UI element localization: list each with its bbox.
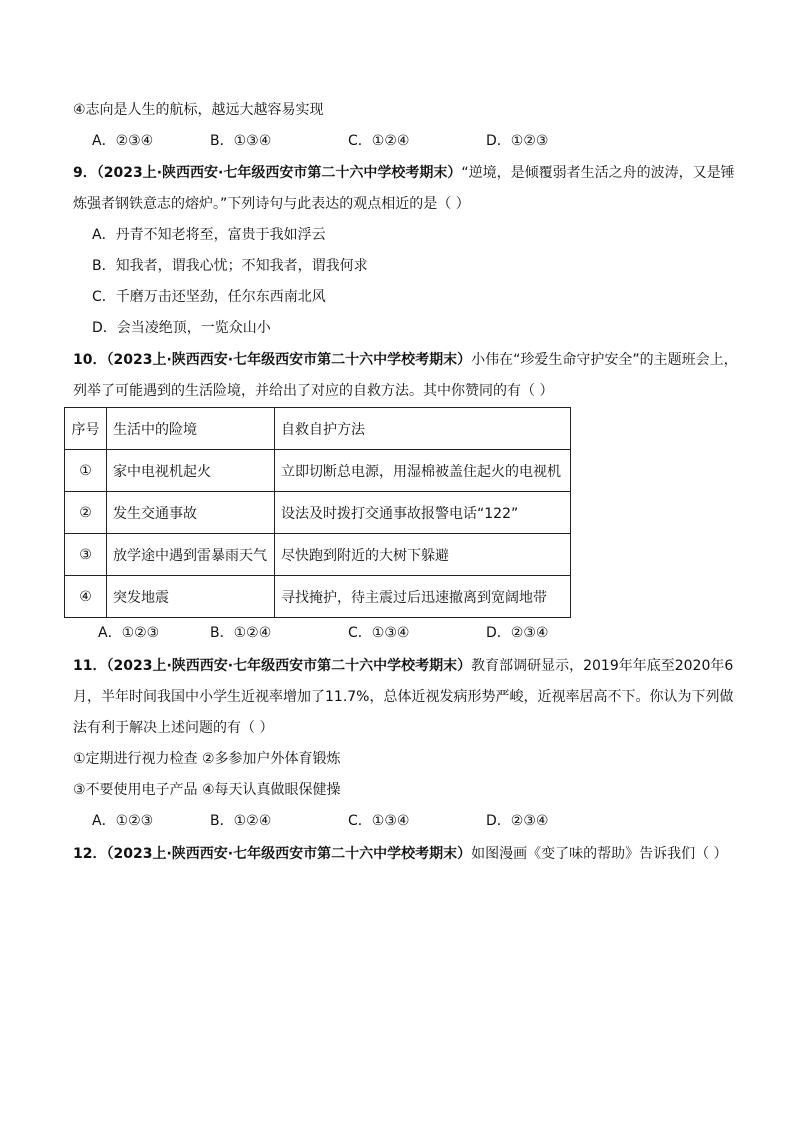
table-row [65,576,571,618]
q10-stem-line-2: 列举了可能遇到的生活险境，并给出了对应的自救方法。其中你赞同的有（ ） [73,383,554,399]
q8-option-c[interactable]: C．①②④ [348,133,410,149]
q11-number: 11． [73,658,107,674]
q9-stem-line-2: 炼强者钢铁意志的熔炉。”下列诗句与此表达的观点相近的是（ ） [73,196,470,212]
q9-option-c[interactable]: C．千磨万击还坚劲，任尔东西南北风 [92,289,326,305]
q11-items-line-1: ①定期进行视力检查 ②多参加户外体育锻炼 [73,751,341,767]
table-header-cell: 生活中的险境 [107,408,275,450]
q11-stem-text: 教育部调研显示，2019年年底至2020年6 [471,658,734,674]
table-cell: 突发地震 [107,576,275,618]
q9-option-b[interactable]: B．知我者，谓我心忧；不知我者，谓我何求 [92,258,368,274]
q8-option-d[interactable]: D．①②③ [486,133,549,149]
table-row [65,534,571,576]
q11-option-d[interactable]: D．②③④ [486,813,549,829]
q11-source: （2023上·陕西西安·七年级西安市第二十六中学校考期末） [106,658,472,674]
q10-stem-line-1 [73,350,738,370]
table-cell: 家中电视机起火 [107,450,275,492]
q10-option-b[interactable]: B．①②④ [210,625,272,641]
q12-number: 12． [73,846,107,862]
q9-option-d[interactable]: D．会当凌绝顶，一览众山小 [92,320,271,336]
q11-stem-line-3: 法有利于解决上述问题的有（ ） [73,720,274,736]
q10-option-c[interactable]: C．①③④ [348,625,410,641]
q8-option-a[interactable]: A．②③④ [92,133,154,149]
q10-stem-text: 小伟在“珍爱生命守护安全”的主题班会上， [471,352,738,368]
q9-source: （2023上·陕西西安·七年级西安市第二十六中学校考期末） [96,165,462,181]
table-cell: 设法及时拨打交通事故报警电话“122” [275,492,571,534]
table-cell: ① [65,450,107,492]
table-row [65,492,571,534]
q11-stem-line-2: 月，半年时间我国中小学生近视率增加了11.7%，总体近视发病形势严峻，近视率居高不下。你认为下列做 [73,689,734,705]
q10-option-d[interactable]: D．②③④ [486,625,549,641]
q11-option-b[interactable]: B．①②④ [210,813,272,829]
q10-number: 10． [73,352,107,368]
q11-option-a[interactable]: A．①②③ [92,813,154,829]
q12-source: （2023上·陕西西安·七年级西安市第二十六中学校考期末） [106,846,472,862]
table-cell: 尽快跑到附近的大树下躲避 [275,534,571,576]
table-cell: 寻找掩护，待主震过后迅速撤离到宽阔地带 [275,576,571,618]
table-cell: 放学途中遇到雷暴雨天气 [107,534,275,576]
q8-statement-4: ④志向是人生的航标，越远大越容易实现 [73,102,324,118]
table-cell: ③ [65,534,107,576]
q8-option-b[interactable]: B．①③④ [210,133,272,149]
q9-option-a[interactable]: A．丹青不知老将至，富贵于我如浮云 [92,227,326,243]
table-header-row [65,408,571,450]
q9-number: 9． [73,165,97,181]
table-cell: 立即切断总电源，用湿棉被盖住起火的电视机 [275,450,571,492]
q11-items-line-2: ③不要使用电子产品 ④每天认真做眼保健操 [73,782,341,798]
q11-option-c[interactable]: C．①③④ [348,813,410,829]
q11-stem-line-1 [73,656,733,676]
table-cell: ② [65,492,107,534]
q12-stem-text: 如图漫画《变了味的帮助》告诉我们（ ） [471,846,728,862]
table-row [65,450,571,492]
table-cell: 发生交通事故 [107,492,275,534]
q9-stem-line-1 [73,163,735,183]
q9-stem-text: “逆境，是倾覆弱者生活之舟的波涛，又是锤 [461,165,735,181]
table-header-cell: 序号 [65,408,107,450]
risk-table [64,407,571,618]
q10-source: （2023上·陕西西安·七年级西安市第二十六中学校考期末） [106,352,472,368]
q12-stem-line [73,844,728,864]
table-cell: ④ [65,576,107,618]
table-header-cell: 自救自护方法 [275,408,571,450]
q10-option-a[interactable]: A．①②③ [98,625,160,641]
